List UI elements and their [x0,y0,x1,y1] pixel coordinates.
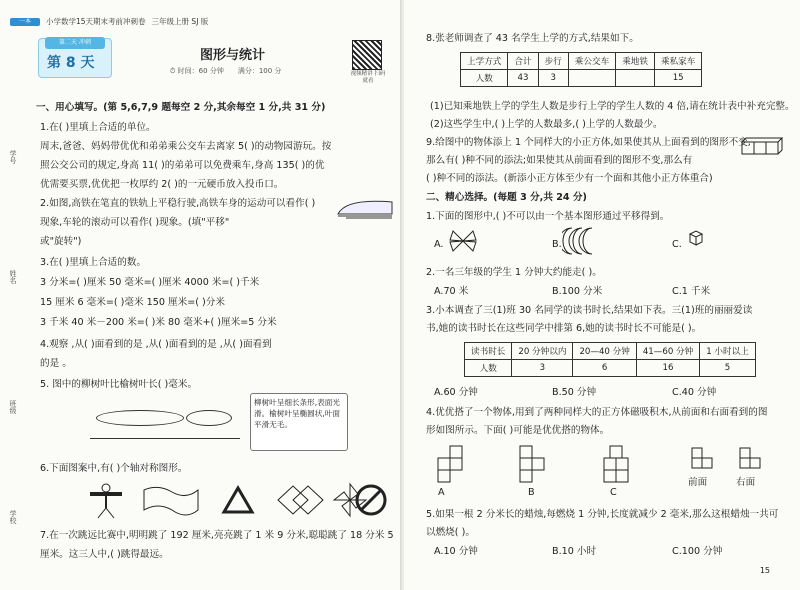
q2-line-2: 现象,车轮的滚动可以看作( )现象。(填"平移" [40,217,230,228]
table3-header: 20—40 分钟 [573,343,636,360]
q8-heading: 8.张老师调查了 43 名学生上学的方式,结果如下。 [426,33,639,44]
qr-code-icon[interactable] [352,40,382,70]
qr-caption: 视频精讲 扫码就看 [350,71,386,84]
weightlifter-icon [90,484,122,518]
publisher-logo: 一本 [10,18,40,26]
willow-leaf-icon [96,410,184,426]
table3-header: 读书时长 [465,343,512,360]
table8-cell[interactable] [616,70,655,87]
structure-c-icon [604,446,628,482]
table8-header: 合计 [508,53,538,70]
table8-header: 乘地铁 [616,53,655,70]
q3-line-4: 3 千米 40 米－200 米=( )米 80 毫米+( )厘米=5 分米 [40,317,277,328]
block-structures-figure [434,440,774,498]
table8-header: 上学方式 [461,53,508,70]
choice-q1-option-a[interactable]: A. [434,239,444,250]
q2-line-1: 2.如图,高铁在笔直的铁轨上平稳行驶,高铁车身的运动可以看作( ) [40,198,316,209]
q3-line-2: 3 分米=( )厘米 50 毫米=( )厘米 4000 米=( )千米 [40,277,260,288]
day-badge [38,38,112,78]
table3-cell: 16 [636,360,699,377]
full-score: 满分：100 分 [237,67,282,75]
front-view-label: 前面 [688,477,708,488]
choice-q2: 2.一名三年级的学生 1 分钟大约能走( )。 [426,267,602,278]
section-2-heading: 二、精心选择。(每题 3 分,共 24 分) [426,192,587,203]
choice-q3-line-1: 3.小本调查了三(1)班 30 名同学的读书时长,结果如下表。三(1)班的丽丽爱读 [426,305,753,316]
front-view-icon [692,448,712,468]
q1-line-2: 周末,爸爸、妈妈带优优和弟弟乘公交车去离家 5( )的动物园游玩。按 [40,141,332,152]
time-limit: ⏱ 时间：60 分钟 [170,67,224,75]
table3-cell: 5 [700,360,756,377]
q9-line-3: ( )种不同的添法。(新添小正方体至少有一个面和其他小正方体重合) [426,173,713,184]
q8-part-2: (2)这些学生中,( )上学的人数最多,( )上学的人数最少。 [430,119,663,130]
structure-a-label[interactable]: A [438,487,445,498]
q5-line-1: 5. 图中的柳树叶比榆树叶长( )毫米。 [40,379,198,390]
q7-line-1: 7.在一次跳远比赛中,明明跳了 192 厘米,亮亮跳了 1 米 9 分米,聪聪跳了 18 分米 5 [40,530,394,541]
right-view-icon [740,448,760,468]
table3-cell: 3 [512,360,573,377]
train-icon [336,194,394,220]
side-label-school: 学校 [9,510,17,524]
table3-header: 1 小时以上 [700,343,756,360]
choice-q5-line-2: 以燃烧( )。 [426,527,475,538]
q3-line-3: 15 厘米 6 毫米=( )毫米 150 厘米=( )分米 [40,297,225,308]
side-label-class: 班级 [9,400,17,414]
side-label-name: 姓名 [9,270,17,284]
cube-stack-icon [740,134,784,156]
q1-line-3: 照公交公司的规定,身高 11( )的弟弟可以免费乘车,身高 135( )的优 [40,160,325,171]
table3-header: 20 分钟以内 [512,343,573,360]
choice-q5-option-c[interactable]: C.100 分钟 [672,546,723,557]
q9-line-1: 9.给图中的物体添上 1 个同样大的小正方体,如果使其从上面看到的图形不变, [426,137,751,148]
choice-q3-line-2: 书,她的读书时长在这些同学中排第 6,她的读书时长不可能是( )。 [426,323,702,334]
elm-leaf-icon [186,410,232,426]
page-header [10,16,208,27]
choice-q5-option-a[interactable]: A.10 分钟 [434,546,478,557]
table8-cell: 3 [538,70,568,87]
choice-q2-option-b[interactable]: B.100 分米 [552,286,603,297]
reading-time-table [464,342,756,377]
table8-cell: 人数 [461,70,508,87]
q4-line-1: 4.观察 ,从( )面看到的是 ,从( )面看到的是 ,从( )面看到 [40,339,272,350]
choice-q3-option-b[interactable]: B.50 分钟 [552,387,597,398]
choice-q2-option-a[interactable]: A.70 米 [434,286,469,297]
recycle-icon [224,488,252,512]
q1-line-1: 1.在( )里填上合适的单位。 [40,122,156,133]
badge-top: 第二天 冲刺 [45,37,105,49]
school-travel-table [460,52,702,87]
right-view-label: 右面 [736,477,756,488]
q8-part-1: (1)已知乘地铁上学的学生人数是步行上学的学生人数的 4 倍,请在统计表中补充完整。 [430,101,795,112]
choice-q5-line-1: 5.如果一根 2 分米长的蜡烛,每燃烧 1 分钟,长度就减少 2 毫米,那么这根蜡烛一共可 [426,509,779,520]
choice-q1-option-c[interactable]: C. [672,239,682,250]
cube-pattern-icon [684,230,708,250]
choice-q3-option-a[interactable]: A.60 分钟 [434,387,478,398]
q1-line-4: 优需要买票,优优把一枚厚约 2( )的一元硬币放入投币口。 [40,179,284,190]
right-page [404,0,800,590]
q2-line-3: 或"旋转") [40,236,82,247]
table3-cell: 人数 [465,360,512,377]
page-title: 图形与统计 [200,48,266,63]
grade-label: 三年级上册 SJ 版 [151,17,209,26]
choice-q3-option-c[interactable]: C.40 分钟 [672,387,717,398]
q3-line-1: 3.在( )里填上合适的数。 [40,257,147,268]
series-title: 小学数学15天期末考前冲刺卷 [46,17,146,26]
leaf-note: 柳树叶呈细长条形,表面光滑。榆树叶呈椭圆状,叶面平滑无毛。 [250,393,348,451]
structure-b-label[interactable]: B [528,487,535,498]
knot-pattern-icon [278,486,323,514]
table8-header: 乘私家车 [654,53,701,70]
structure-c-label[interactable]: C [610,487,617,498]
flag-icon [144,487,198,515]
choice-q1-option-b[interactable]: B. [552,239,562,250]
petal-pattern-icon [448,226,478,256]
q7-line-2: 厘米。这三人中,( )跳得最远。 [40,549,169,560]
table3-cell: 6 [573,360,636,377]
q4-line-2: 的是 。 [40,358,72,369]
choice-q4-line-2: 形如图所示。下面( )可能是优优搭的物体。 [426,425,610,436]
day-number: 第 8 天 [47,55,95,71]
choice-q1: 1.下面的图形中,( )不可以由一个基本图形通过平移得到。 [426,211,670,222]
structure-a-icon [438,446,462,482]
page-number: 15 [759,566,770,575]
exam-meta [170,66,281,76]
q6-line-1: 6.下面图案中,有( )个轴对称图形。 [40,463,188,474]
structure-b-icon [520,446,544,482]
crescent-pattern-icon [562,226,602,256]
table8-cell: 15 [654,70,701,87]
symmetry-patterns [88,480,388,520]
choice-q4-line-1: 4.优优搭了一个物体,用到了两种同样大的正方体磁吸积木,从前面和右面看到的图 [426,407,768,418]
table3-header: 41—60 分钟 [636,343,699,360]
q9-line-2: 那么有( )种不同的添法;如果使其从前面看到的图形不变,那么有 [426,155,693,166]
table8-header: 步行 [538,53,568,70]
choice-q2-option-c[interactable]: C.1 千米 [672,286,711,297]
table8-cell[interactable] [568,70,615,87]
choice-q5-option-b[interactable]: B.10 小时 [552,546,597,557]
section-1-heading: 一、用心填写。(第 5,6,7,9 题每空 2 分,其余每空 1 分,共 31 分) [36,102,326,113]
ruler-figure [90,404,240,439]
table8-header: 乘公交车 [568,53,615,70]
table8-cell: 43 [508,70,538,87]
side-label-id: 学号 [9,150,17,164]
